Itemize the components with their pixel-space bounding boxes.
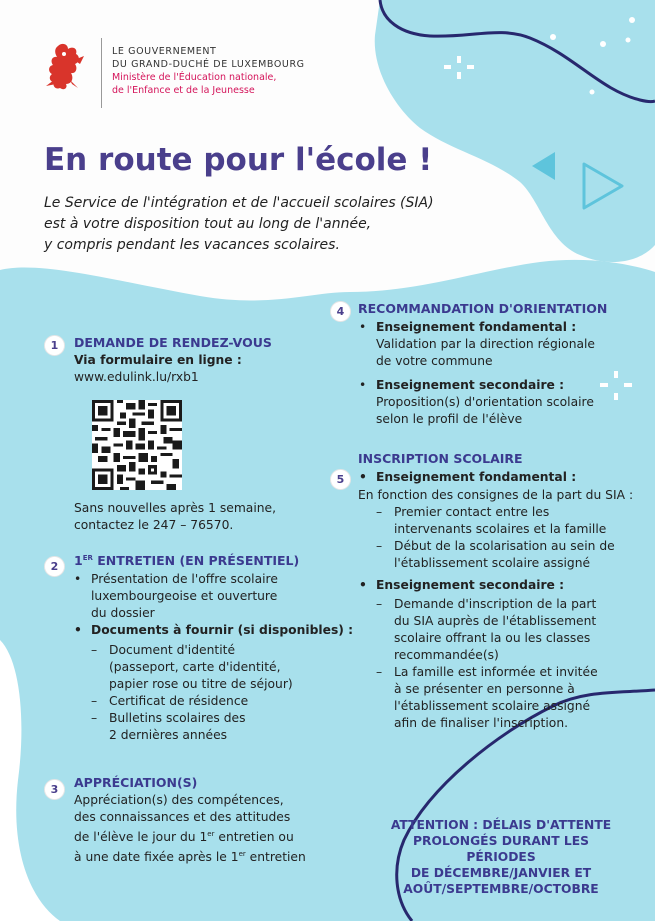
step-2-number: 2 — [44, 556, 65, 577]
step-1-note-line-2: contactez le 247 – 76570. — [74, 518, 234, 532]
step-5-fondamental-steps — [394, 504, 615, 572]
step-2-documents — [109, 642, 293, 744]
step-4-bullet-2-line-2: selon le profil de l'élève — [376, 412, 523, 426]
step-5-list-1 — [376, 469, 576, 486]
step-4-bullet-1-line-1: Validation par la direction régionale — [376, 337, 596, 351]
attention-line-1: ATTENTION : DÉLAIS D'ATTENTE — [390, 818, 612, 832]
step-3-line-4b: entretien — [245, 850, 306, 865]
step-1-note-line-1: Sans nouvelles après 1 semaine, — [74, 501, 277, 515]
step-5-f1-line-2: intervenants scolaires et la famille — [394, 522, 607, 536]
step-5-number: 5 — [330, 469, 351, 490]
attention-line-3: DE DÉCEMBRE/JANVIER ET — [410, 866, 592, 880]
document-identity-line-1: – Document d'identité — [109, 643, 236, 657]
step-3-heading: APPRÉCIATION(S) — [74, 775, 198, 790]
step-5-f2-line-2: l'établissement scolaire assigné — [394, 556, 591, 570]
step-5-f1-line-1: – Premier contact entre les — [394, 505, 550, 519]
step-2-heading-rest: ENTRETIEN (EN PRÉSENTIEL) — [92, 553, 300, 568]
step-5-s2-line-3: l'établissement scolaire assigné — [394, 699, 591, 713]
page-title: En route pour l'école ! — [44, 142, 433, 178]
intro-line-3: y compris pendant les vacances scolaires. — [44, 237, 340, 253]
document-bulletins — [109, 710, 293, 744]
government-name — [112, 45, 305, 97]
step-5-secondaire-step-1 — [394, 596, 598, 664]
gov-line-2: DU GRAND-DUCHÉ DE LUXEMBOURG — [112, 59, 305, 70]
document-bulletins-line-1: – Bulletins scolaires des — [109, 711, 246, 725]
step-5-s2-line-1: – La famille est informée et invitée — [394, 665, 598, 679]
qr-code-icon[interactable] — [92, 400, 182, 490]
step-3-text — [74, 792, 306, 866]
step-2-bullet-1-line-3: du dossier — [91, 606, 155, 620]
step-1-url[interactable]: www.edulink.lu/rxb1 — [74, 370, 199, 384]
step-5-s1-line-2: du SIA auprès de l'établissement — [394, 614, 597, 628]
step-4-number: 4 — [330, 301, 351, 322]
step-2-heading-prefix: 1 — [74, 553, 83, 568]
step-4-bullet-2-title: • Enseignement secondaire : — [376, 378, 565, 392]
step-3-line-4a: à une date fixée après le 1 — [74, 850, 239, 865]
step-3-line-3 — [74, 826, 306, 846]
ministry-line-1: Ministère de l'Éducation nationale, — [112, 72, 277, 83]
step-5-secondaire-step-2 — [394, 664, 598, 732]
step-5-s2-line-2: à se présenter en personne à — [394, 682, 575, 696]
step-3-line-2: des connaissances et des attitudes — [74, 810, 291, 824]
step-5-fondamental-step-1 — [394, 504, 615, 538]
step-5-s2-line-4: afin de finaliser l'inscription. — [394, 716, 569, 730]
step-2-bullet-1-line-1: • Présentation de l'offre scolaire — [91, 572, 278, 586]
step-3-line-3a: de l'élève le jour du 1 — [74, 830, 208, 845]
step-4-bullet-2 — [376, 377, 595, 428]
step-5-s1-line-4: recommandée(s) — [394, 648, 499, 662]
step-2-bullet-1 — [91, 571, 353, 622]
document-residence: – Certificat de résidence — [109, 693, 293, 710]
step-3-line-3b: entretien ou — [214, 830, 294, 845]
intro-line-2: est à votre disposition tout au long de l'année, — [44, 216, 372, 232]
step-5-fondamental-step-2 — [394, 538, 615, 572]
document-bulletins-line-2: 2 dernières années — [109, 728, 228, 742]
step-3-line-3-sup: er — [207, 830, 215, 838]
step-5-heading: INSCRIPTION SCOLAIRE — [358, 451, 523, 466]
step-1-subheading: Via formulaire en ligne : — [74, 353, 242, 367]
intro-line-1: Le Service de l'intégration et de l'accueil scolaires (SIA) — [44, 195, 434, 211]
step-3-line-1: Appréciation(s) des compétences, — [74, 793, 284, 807]
step-4-bullet-1 — [376, 319, 595, 370]
step-4-bullet-1-title: • Enseignement fondamental : — [376, 320, 577, 334]
ministry-line-2: de l'Enfance et de la Jeunesse — [112, 85, 255, 96]
step-1-heading: DEMANDE DE RENDEZ-VOUS — [74, 335, 272, 350]
attention-line-2: PROLONGÉS DURANT LES PÉRIODES — [413, 834, 589, 864]
document-identity-line-2: (passeport, carte d'identité, — [109, 660, 281, 674]
step-2-bullet-2: • Documents à fournir (si disponibles) : — [91, 622, 353, 639]
step-5-f2-line-1: – Début de la scolarisation au sein de — [394, 539, 615, 553]
document-identity — [109, 642, 293, 693]
step-5-secondaire-steps — [394, 596, 598, 732]
step-1-number: 1 — [44, 335, 65, 356]
step-4-bullet-1-line-2: de votre commune — [376, 354, 493, 368]
step-3-line-4-sup: er — [238, 850, 246, 859]
step-3-number: 3 — [44, 779, 65, 800]
step-5-bullet-1-title: • Enseignement fondamental : — [376, 469, 576, 486]
attention-line-4: AOÛT/SEPTEMBRE/OCTOBRE — [403, 882, 599, 896]
gov-line-1: LE GOUVERNEMENT — [112, 46, 217, 57]
step-5-intro: En fonction des consignes de la part du SIA : — [358, 488, 634, 502]
attention-notice — [385, 817, 617, 897]
step-2-bullet-1-line-2: luxembourgeoise et ouverture — [91, 589, 278, 603]
step-5-list-2 — [376, 577, 564, 594]
intro-text — [44, 193, 464, 256]
header-divider — [101, 38, 102, 108]
step-5-bullet-2-title: • Enseignement secondaire : — [376, 577, 564, 594]
step-2-heading-sup: ER — [82, 553, 93, 562]
red-lion-icon — [44, 40, 90, 92]
step-5-s1-line-3: scolaire offrant la ou les classes — [394, 631, 591, 645]
step-2-list — [91, 571, 353, 639]
step-5-s1-line-1: – Demande d'inscription de la part — [394, 597, 597, 611]
step-3-line-4 — [74, 846, 306, 866]
step-4-heading: RECOMMANDATION D'ORIENTATION — [358, 301, 608, 316]
document-identity-line-3: papier rose ou titre de séjour) — [109, 677, 293, 691]
step-4-bullet-2-line-1: Proposition(s) d'orientation scolaire — [376, 395, 594, 409]
step-1-note — [74, 500, 276, 534]
step-2-heading — [74, 553, 299, 568]
step-4-list — [376, 319, 595, 428]
